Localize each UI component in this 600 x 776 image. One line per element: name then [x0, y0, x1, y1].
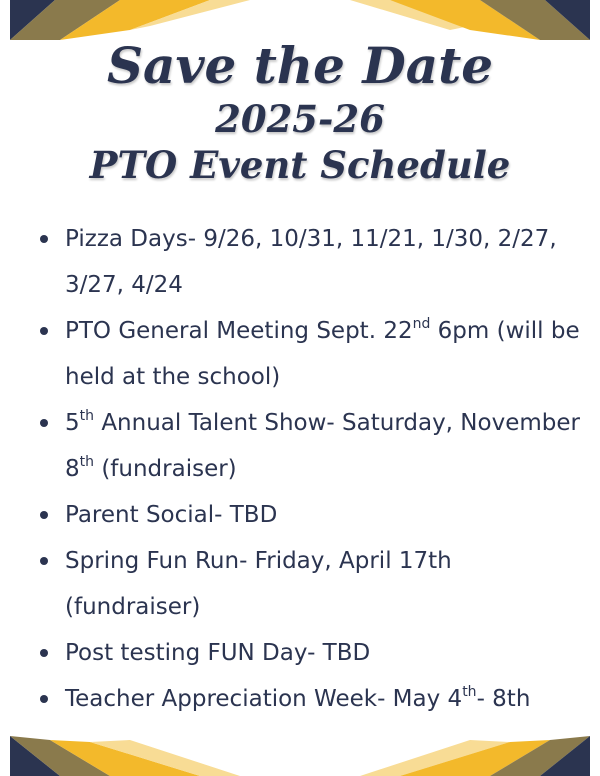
title-event-schedule: PTO Event Schedule: [89, 143, 511, 187]
event-item-fun-run: Spring Fun Run- Friday, April 17th (fundraiser): [65, 538, 585, 630]
event-item-talent-show: 5th Annual Talent Show- Saturday, November 8th (fundraiser): [65, 400, 585, 492]
event-item-general-meeting: PTO General Meeting Sept. 22nd 6pm (will be held at the school): [65, 308, 585, 400]
event-item-parent-social: Parent Social- TBD: [65, 492, 585, 538]
page-heading: [0, 36, 600, 188]
event-item-fun-day: Post testing FUN Day- TBD: [65, 630, 585, 676]
title-school-year: 2025-26: [215, 97, 385, 141]
event-item-pizza-days: Pizza Days- 9/26, 10/31, 11/21, 1/30, 2/27, 3/27, 4/24: [65, 216, 585, 308]
title-save-the-date: Save the Date: [106, 36, 494, 95]
bottom-decorative-banner: [0, 736, 600, 776]
event-item-teacher-appreciation: Teacher Appreciation Week- May 4th- 8th: [65, 676, 585, 722]
top-decorative-banner: [0, 0, 600, 40]
event-list: [20, 216, 585, 722]
